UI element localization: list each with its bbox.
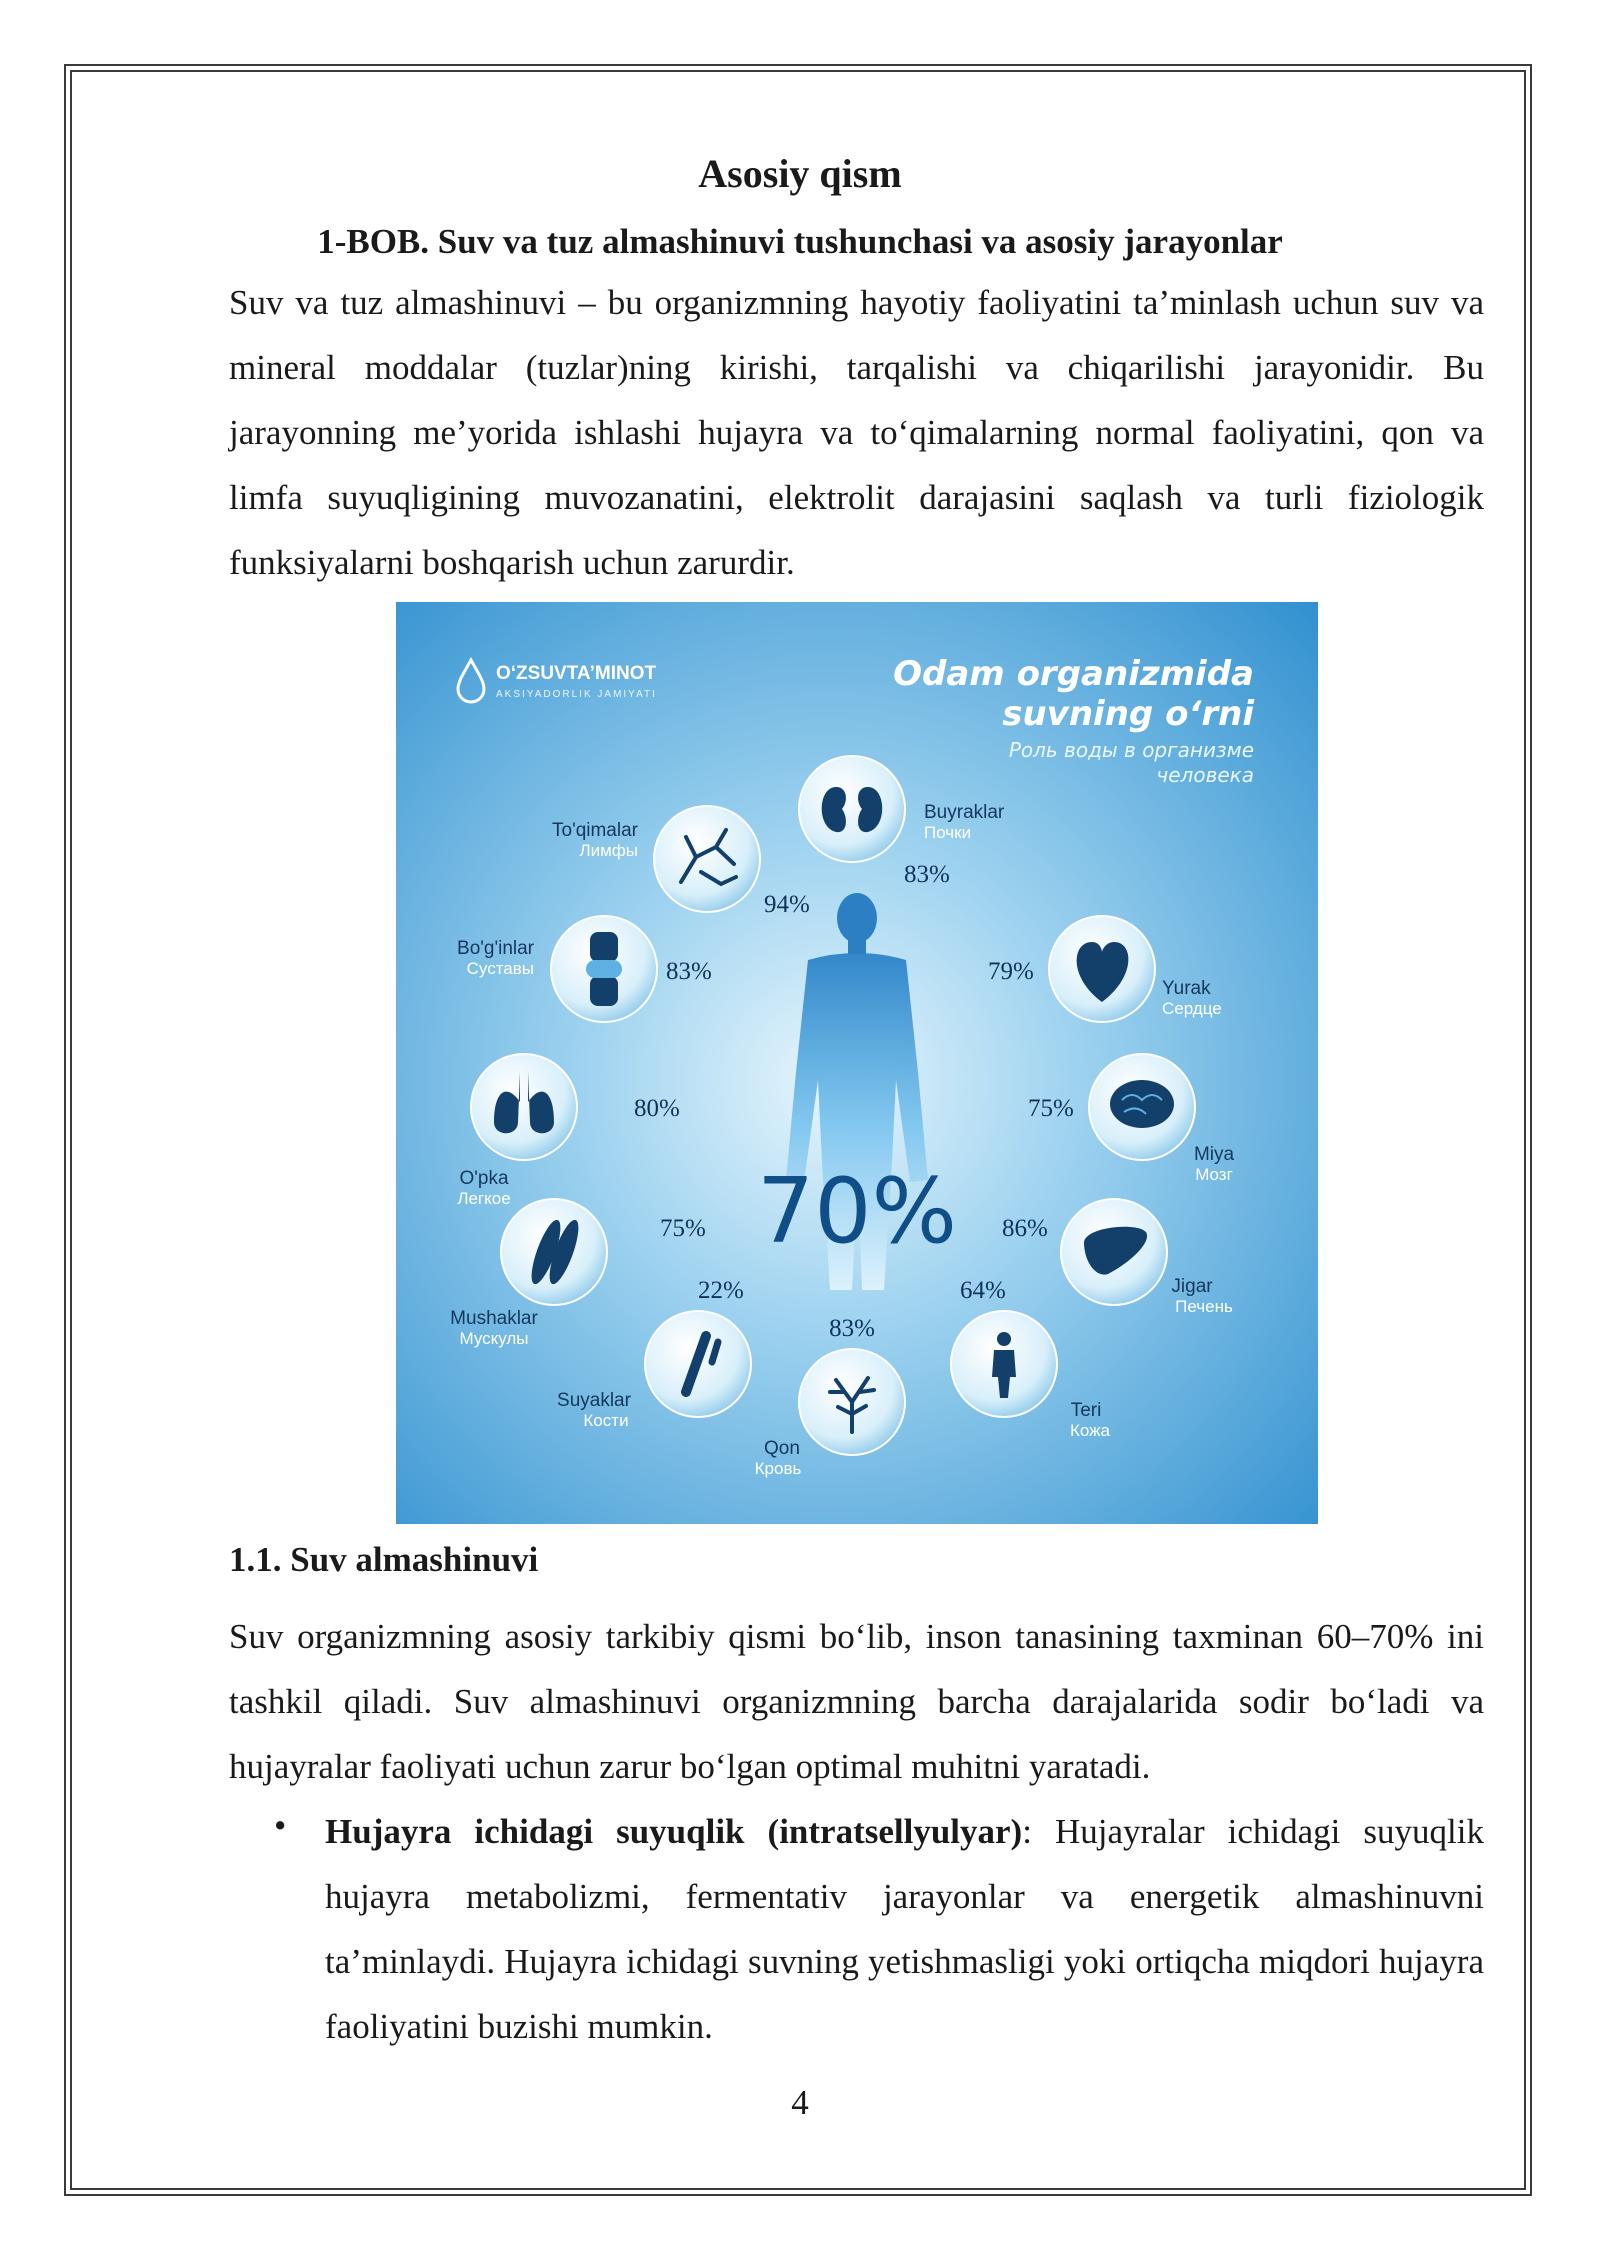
organ-name: Teri bbox=[1070, 1400, 1102, 1421]
organ-percent: 83% bbox=[666, 958, 712, 985]
organ-name: Suyaklar bbox=[557, 1390, 631, 1411]
organ-percent: 94% bbox=[764, 891, 810, 918]
organ-percent: 75% bbox=[660, 1215, 706, 1242]
organ-name: Miya bbox=[1193, 1144, 1235, 1165]
organ-percent: 64% bbox=[960, 1277, 1006, 1304]
organ-percent: 83% bbox=[829, 1315, 875, 1342]
bullet-term: Hujayra ichidagi suyuqlik (intratsellyulyar) bbox=[325, 1812, 1023, 1851]
organ-name: Mushaklar bbox=[450, 1308, 538, 1329]
bullet-item bbox=[325, 1799, 1484, 2059]
organ-name: Qon bbox=[764, 1438, 800, 1459]
bullet-marker: • bbox=[274, 1806, 287, 1845]
section-heading: 1.1. Suv almashinuvi bbox=[229, 1540, 539, 1579]
organ-name: Bo'g'inlar bbox=[457, 938, 534, 959]
joint-icon bbox=[586, 932, 622, 1006]
page-number: 4 bbox=[791, 2083, 809, 2122]
organ-name-ru: Почки bbox=[924, 823, 972, 842]
organ-name: Buyraklar bbox=[924, 802, 1005, 823]
section-paragraph: Suv organizmning asosiy tarkibiy qismi bo‘lib, inson tanasining taxminan 60–70% ini tashkil qiladi. Suv almashinuvi organizmning barcha darajalarida sodir bo‘ladi va hujayralar faoliyati uchun zarur bo‘lgan optimal muhitni yaratadi. bbox=[229, 1617, 1484, 1786]
organ-name-ru: Сердце bbox=[1162, 999, 1222, 1018]
infographic-title-line2: suvning o‘rni bbox=[1002, 694, 1254, 734]
organ-name-ru: Мускулы bbox=[459, 1329, 529, 1348]
logo-name: O‘ZSUVTA’MINOT bbox=[496, 663, 657, 684]
organ-name-ru: Кости bbox=[583, 1411, 629, 1430]
chapter-heading: 1-BOB. Suv va tuz almashinuvi tushunchasi va asosiy jarayonlar bbox=[317, 222, 1283, 261]
page-title: Asosiy qism bbox=[698, 151, 902, 196]
center-percentage: 70% bbox=[756, 1159, 958, 1264]
organ-percent: 80% bbox=[634, 1095, 680, 1122]
infographic-subtitle-line2: человека bbox=[1156, 763, 1254, 787]
bullet-description: : Hujayralar ichidagi suyuqlik hujayra metabolizmi, fermentativ jarayonlar va energetik almashinuvni ta’minlaydi. Hujayra ichidagi suvning yetishmasligi yoki ortiqcha miqdori hujayra faoliyatini buzishi mumkin. bbox=[325, 1812, 1484, 2046]
infographic-title-line1: Odam organizmida bbox=[893, 654, 1254, 694]
organ-name-ru: Мозг bbox=[1195, 1165, 1233, 1184]
organ-name-ru: Кожа bbox=[1070, 1421, 1110, 1440]
organ-percent: 22% bbox=[698, 1277, 744, 1304]
organ-name: To'qimalar bbox=[552, 820, 638, 841]
organ-percent: 83% bbox=[904, 861, 950, 888]
brain-icon bbox=[1110, 1080, 1174, 1128]
logo-subtitle: AKSIYADORLIK JAMIYATI bbox=[496, 689, 657, 700]
organ-name-ru: Легкое bbox=[457, 1189, 511, 1208]
organ-name: Jigar bbox=[1171, 1276, 1213, 1297]
organ-percent: 79% bbox=[988, 958, 1034, 985]
organ-name: Yurak bbox=[1162, 978, 1211, 999]
water-infographic bbox=[396, 602, 1318, 1524]
organ-name-ru: Лимфы bbox=[579, 841, 638, 860]
organ-name-ru: Кровь bbox=[754, 1459, 802, 1478]
organ-name-ru: Суставы bbox=[466, 959, 534, 978]
organ-name: O'pka bbox=[459, 1168, 509, 1189]
organ-percent: 86% bbox=[1002, 1215, 1048, 1242]
infographic-subtitle-line1: Роль воды в организме bbox=[1008, 738, 1254, 762]
intro-paragraph: Suv va tuz almashinuvi – bu organizmning hayotiy faoliyatini ta’minlash uchun suv va mineral moddalar (tuzlar)ning kirishi, tarqalishi va chiqarilishi jarayonidir. Bu jarayonning me’yorida ishlashi hujayra va to‘qimalarning normal faoliyatini, qon va limfa suyuqligining muvozanatini, elektrolit darajasini saqlash va turli fiziologik funksiyalarni boshqarish uchun zarurdir. bbox=[229, 283, 1484, 582]
organ-name-ru: Печень bbox=[1175, 1297, 1233, 1316]
organ-percent: 75% bbox=[1028, 1095, 1074, 1122]
